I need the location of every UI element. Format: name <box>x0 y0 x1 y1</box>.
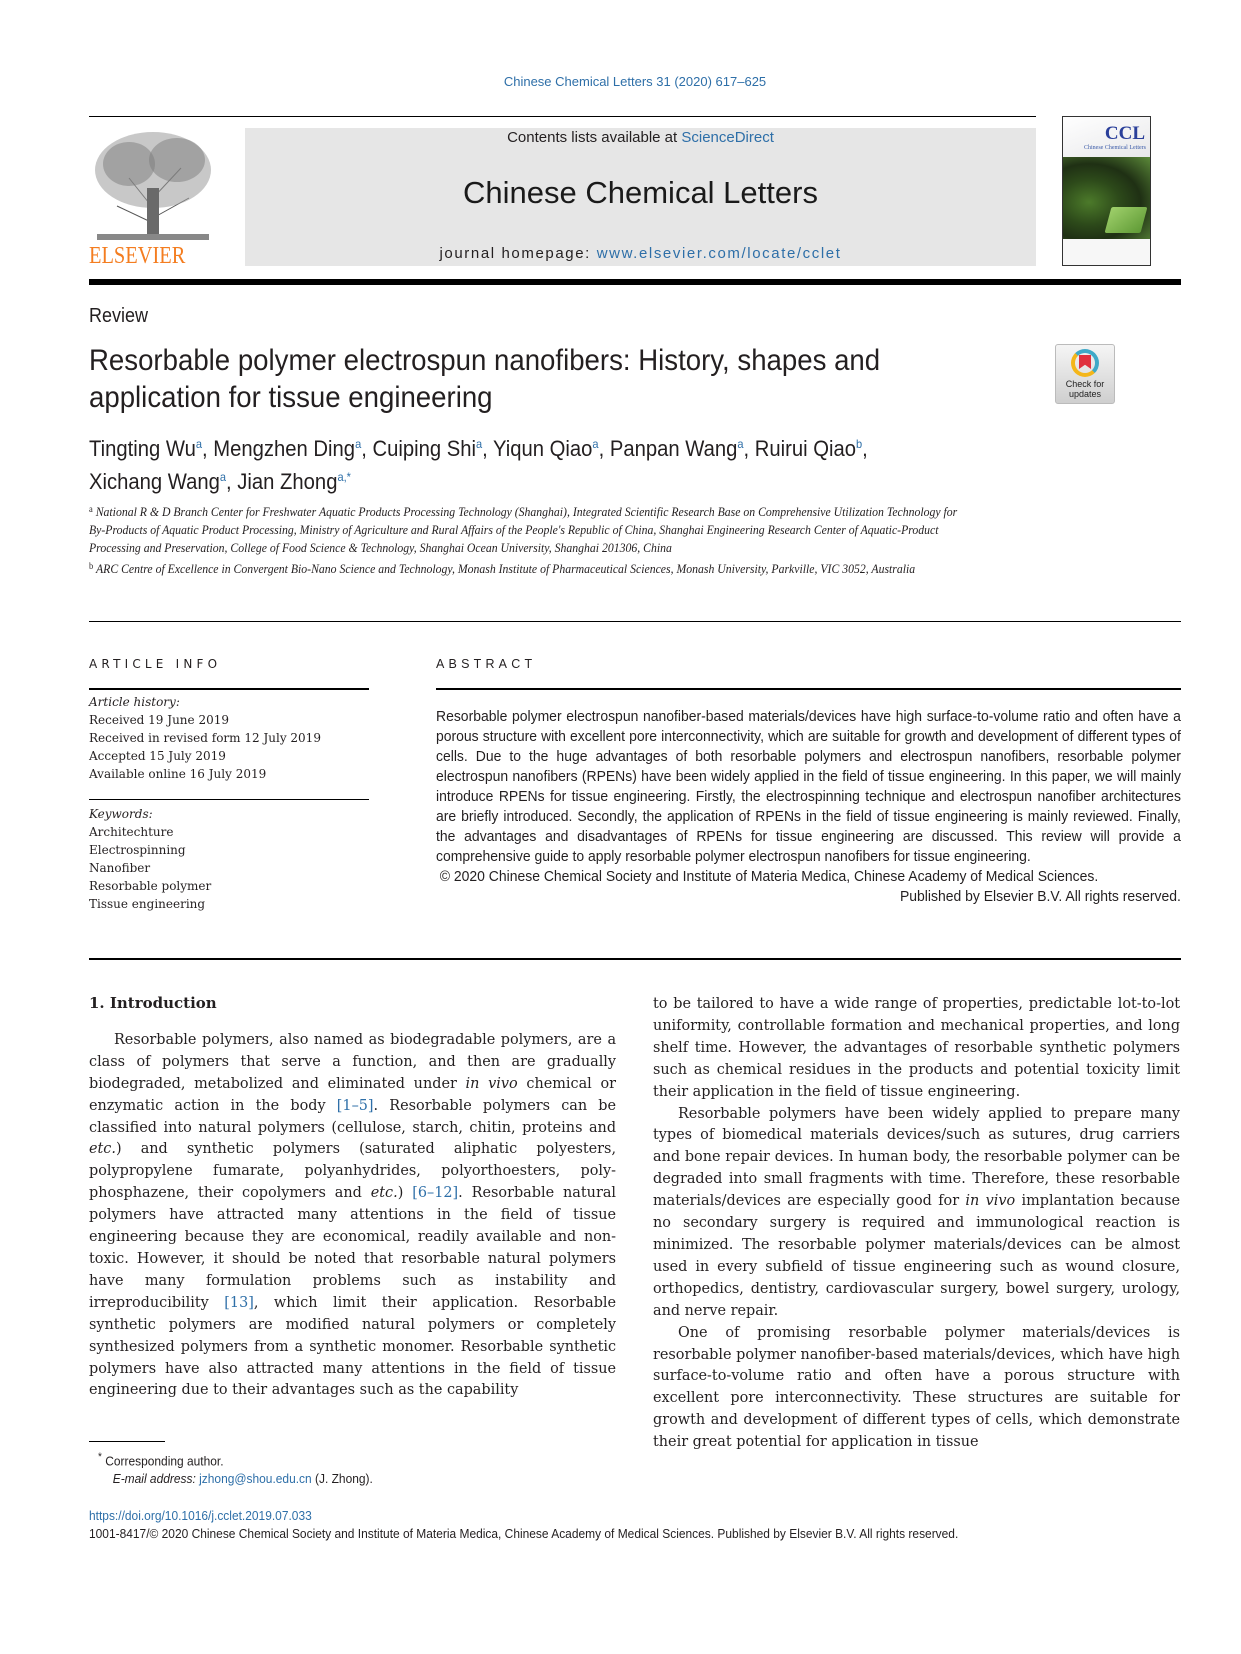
abstract-copyright: © 2020 Chinese Chemical Society and Institute of Materia Medica, Chinese Academy of Medical Sciences. <box>439 868 1099 885</box>
abstract-body <box>436 707 1181 907</box>
abstract-publisher: Published by Elsevier B.V. All rights reserved. <box>899 888 1181 905</box>
check-for-updates-button[interactable] <box>1055 344 1115 404</box>
paragraph: Resorbable polymers have been widely applied to prepare many types of biomedical materials devices/such as sutures, drug carriers and bone repair devices. In human body, the resorbable polymer can be degraded into small fragments with time. Therefore, these resorbable materials/devices are especially good for in vivo implantation because no secondary surgery is required and immunological reaction is minimized. The resorbable polymer materials/devices can be almost used in every subfield of tissue engineering such as wound closure, orthopedics, dentistry, cardiovascular surgery, bowel surgery, urology, and nerve repair. <box>653 1103 1181 1319</box>
body-column-left <box>89 993 616 1401</box>
elsevier-wordmark: ELSEVIER <box>89 243 186 269</box>
homepage-prefix: journal homepage: <box>439 245 597 262</box>
cover-subtitle: Chinese Chemical Letters <box>1084 145 1146 151</box>
divider <box>89 621 1181 622</box>
abstract-heading: ABSTRACT <box>436 657 537 671</box>
divider <box>89 799 369 800</box>
masthead-bottom-rule <box>89 279 1181 285</box>
keyword: Resorbable polymer <box>89 879 212 893</box>
citation-link[interactable]: [1–5] <box>336 1095 374 1114</box>
history-label: Article history: <box>89 695 180 709</box>
history-item: Available online 16 July 2019 <box>89 767 267 781</box>
citation-link[interactable]: [13] <box>224 1292 254 1311</box>
divider <box>89 958 1181 960</box>
affiliations <box>89 500 963 578</box>
journal-masthead <box>245 128 1036 266</box>
article-type: Review <box>89 305 149 327</box>
affiliation-a: $^a$ National R & D Branch Center for Freshwater Aquatic Products Processing Technology (Shanghai), Integrated Scientific Research Base on Comprehensive Utilization Technology for By-Products of Aquatic Product Processing, Ministry of Agriculture and Rural Affairs of the People's Republic of China, Shanghai Engineering Research Center of Aquatic-Product Processing and Preservation, College of Food Science & Technology, Shanghai Ocean University, Shanghai 201306, China <box>89 504 958 555</box>
article-history <box>89 693 321 783</box>
author[interactable]: Xichang Wang$^a$ <box>89 469 227 494</box>
elsevier-tree-icon <box>89 128 217 246</box>
history-item: Received in revised form 12 July 2019 <box>89 731 321 745</box>
journal-cover-thumbnail[interactable] <box>1062 116 1151 266</box>
author[interactable]: Cuiping Shi$^a$ <box>372 436 483 461</box>
section-heading: 1. Introduction <box>89 994 217 1012</box>
author[interactable]: Ruirui Qiao$^b$ <box>754 436 863 461</box>
cover-footer <box>1063 239 1150 266</box>
author[interactable]: Yiqun Qiao$^a$ <box>493 436 599 461</box>
author[interactable]: Mengzhen Ding$^a$ <box>213 436 362 461</box>
keyword: Electrospinning <box>89 843 186 857</box>
history-item: Accepted 15 July 2019 <box>89 749 226 763</box>
paragraph: Resorbable polymers, also named as biodegradable polymers, are a class of polymers that serve a function, and then are gradually biodegraded, metabolized and eliminated under in vivo chemical or enzymatic action in the body [1–5]. Resorbable polymers can be classified into natural polymers (cellulose, starch, chitin, proteins and etc.) and synthetic polymers (saturated aliphatic polyesters, polypropylene fumarate, polyanhydrides, polyorthoesters, poly-phosphazene, their copolymers and etc.) [6–12]. Resorbable natural polymers have attracted many attentions in the field of tissue engineering because they are economical, readily available and non-toxic. However, it should be noted that resorbable natural polymers have many formulation problems such as instability and irreproducibility [13], which limit their application. Resorbable synthetic polymers are modified natural polymers or completely synthesized polymers from a synthetic monomer. Resorbable synthetic polymers have also attracted many attentions in the field of tissue engineering due to their advantages such as the capability <box>89 1029 617 1399</box>
history-item: Received 19 June 2019 <box>89 713 229 727</box>
affiliation-b: $^b$ ARC Centre of Excellence in Convergent Bio-Nano Science and Technology, Monash Institute of Pharmaceutical Sciences, Monash University, Parkville, VIC 3052, Australia <box>89 561 916 576</box>
author-corresponding[interactable]: Jian Zhong$^{a,*}$ <box>237 469 351 494</box>
masthead-top-rule <box>89 116 1036 117</box>
keyword: Tissue engineering <box>89 897 206 911</box>
divider <box>89 688 369 690</box>
issn-copyright-line: 1001-8417/© 2020 Chinese Chemical Society and Institute of Materia Medica, Chinese Academy of Medical Sciences. Published by Elsevier B.V. All rights reserved. <box>89 1526 959 1541</box>
elsevier-logo[interactable] <box>89 128 217 270</box>
keywords <box>89 805 211 913</box>
homepage-line <box>245 245 1036 262</box>
contents-prefix: Contents lists available at <box>507 129 682 146</box>
body-column-right <box>653 993 1180 1453</box>
journal-title: Chinese Chemical Letters <box>463 175 818 210</box>
footnote-rule <box>89 1441 165 1442</box>
keyword: Nanofiber <box>89 861 151 875</box>
article-title: Resorbable polymer electrospun nanofibers: History, shapes and application for tissue engineering <box>89 344 881 414</box>
journal-reference-link[interactable]: Chinese Chemical Letters 31 (2020) 617–625 <box>503 74 767 89</box>
email-line: E-mail address: jzhong@shou.edu.cn (J. Zhong). <box>112 1471 373 1487</box>
journal-homepage-link[interactable]: www.elsevier.com/locate/cclet <box>596 245 842 262</box>
doi-link[interactable]: https://doi.org/10.1016/j.cclet.2019.07.033 <box>89 1508 312 1523</box>
cover-abbrev: CCL <box>1104 123 1145 144</box>
cover-artwork <box>1063 157 1150 239</box>
cover-header <box>1063 117 1150 157</box>
keywords-label: Keywords: <box>89 807 153 821</box>
sciencedirect-link[interactable]: ScienceDirect <box>681 129 774 146</box>
contents-line <box>245 128 1036 148</box>
abstract-text: Resorbable polymer electrospun nanofiber-based materials/devices have high surface-to-volume ratio and often have a porous structure with excellent pore interconnectivity, which are suitable for growth and development of different types of cells. Due to the huge advantages of both resorbable polymers and electrospun nanofibers, resorbable polymer electrospun nanofibers (RPENs) have been widely applied in the field of tissue engineering. In this paper, we will mainly introduce RPENs for tissue engineering. Firstly, the electrospinning technique and electrospun nanofiber architectures are briefly introduced. Secondly, the application of RPENs in the field of tissue engineering is mainly reviewed. Finally, the advantages and disadvantages of RPENs for tissue engineering are discussed. This review will provide a comprehensive guide to apply resorbable polymer electrospun nanofibers for tissue engineering. <box>436 708 1181 865</box>
check-updates-label: Check for updates <box>1065 379 1105 399</box>
keyword: Architechture <box>89 825 174 839</box>
paragraph: to be tailored to have a wide range of properties, predictable lot-to-lot uniformity, controllable formation and mechanical properties, and long shelf time. However, the advantages of resorbable synthetic polymers such as chemical residues in the products and potential toxicity limit their application in the field of tissue engineering. <box>653 994 1181 1100</box>
corresponding-author-note: * Corresponding author. <box>98 1451 224 1469</box>
divider <box>436 688 1181 690</box>
author[interactable]: Tingting Wu$^a$ <box>89 436 203 461</box>
footnote <box>98 1448 373 1488</box>
email-link[interactable]: jzhong@shou.edu.cn <box>199 1471 312 1487</box>
check-updates-icon <box>1071 349 1099 377</box>
article-info-heading: ARTICLE INFO <box>89 657 222 671</box>
paragraph: One of promising resorbable polymer materials/devices is resorbable polymer nanofiber-based materials/devices, which have high surface-to-volume ratio and often have a porous structure with excellent pore interconnectivity. These structures are suitable for growth and development of different types of cells, which demonstrate their great potential for application in tissue <box>653 1322 1181 1451</box>
author[interactable]: Panpan Wang$^a$ <box>609 436 744 461</box>
author-list: Tingting Wu$^a$, Mengzhen Ding$^a$, Cuiping Shi$^a$, Yiqun Qiao$^a$, Panpan Wang$^a$, Ruirui Qiao$^b$, Xichang Wang$^a$, Jian Zhong$^{a,*}$ <box>89 436 868 494</box>
citation-link[interactable]: [6–12] <box>412 1183 459 1202</box>
